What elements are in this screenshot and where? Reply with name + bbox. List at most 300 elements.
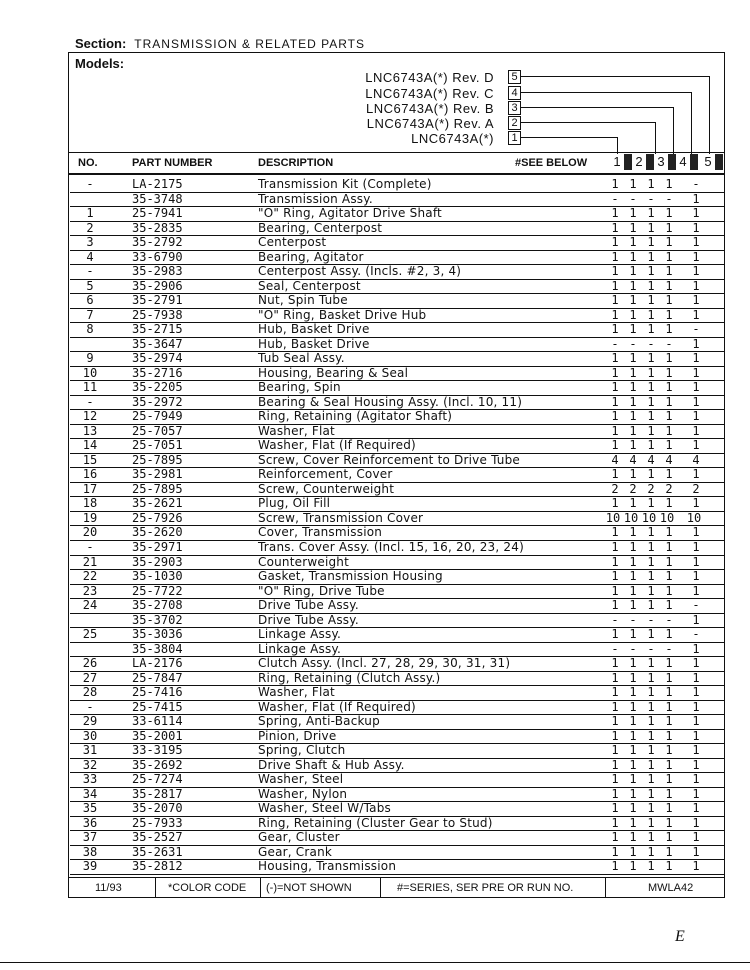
qty-model-4: -	[665, 641, 673, 656]
qty-model-2: 1	[629, 525, 637, 540]
qty-model-3: 1	[647, 844, 655, 859]
item-number: 39	[82, 859, 98, 874]
qty-model-3: 4	[647, 452, 655, 467]
item-number: 17	[82, 481, 98, 496]
connector-2	[521, 122, 655, 123]
part-number: 35-3647	[132, 336, 183, 351]
qty-model-1: 1	[611, 627, 619, 642]
qty-model-4: 1	[665, 627, 673, 642]
item-number: -	[86, 177, 94, 191]
table-row	[70, 395, 724, 411]
table-row	[70, 308, 724, 324]
part-number: 33-3195	[132, 743, 183, 758]
qty-model-2: 1	[629, 394, 637, 409]
part-description: Counterweight	[258, 554, 350, 569]
qty-model-3: 1	[647, 757, 655, 772]
qty-model-4: 1	[665, 569, 673, 584]
part-number: 25-7416	[132, 685, 183, 700]
qty-model-5: 1	[692, 278, 700, 293]
qty-model-5: 1	[692, 859, 700, 874]
part-number: 35-2981	[132, 467, 183, 482]
item-number: 11	[82, 380, 98, 395]
item-number: 6	[86, 293, 94, 308]
model-box-4: 4	[508, 86, 521, 100]
part-number: 35-2974	[132, 351, 183, 366]
qty-model-2: 1	[629, 351, 637, 366]
qty-model-2: 1	[629, 365, 637, 380]
qty-model-1: 1	[611, 598, 619, 613]
table-row	[70, 671, 724, 687]
qty-model-4: 2	[665, 481, 673, 496]
qty-model-5: 1	[692, 409, 700, 424]
item-number: 35	[82, 801, 98, 816]
item-number: 33	[82, 772, 98, 787]
part-number: 35-2070	[132, 801, 183, 816]
qty-model-5: -	[692, 598, 700, 613]
qty-model-5: 1	[692, 743, 700, 758]
part-description: Washer, Steel	[258, 772, 344, 787]
qty-model-3: 1	[647, 801, 655, 816]
item-number: 22	[82, 569, 98, 584]
part-number: 35-2708	[132, 598, 183, 613]
part-number: 35-2835	[132, 220, 183, 235]
qty-model-3: 2	[647, 481, 655, 496]
part-number: 35-2792	[132, 235, 183, 250]
qty-model-3: 10	[641, 510, 657, 525]
header-bottom-rule	[68, 173, 725, 175]
qty-model-1: -	[611, 641, 619, 656]
col-header-5: 5	[704, 154, 712, 169]
qty-model-1: 1	[611, 278, 619, 293]
qty-model-4: 1	[665, 583, 673, 598]
col-separator	[690, 154, 698, 170]
col-separator	[715, 154, 723, 170]
qty-model-3: 1	[647, 583, 655, 598]
qty-model-4: 1	[665, 656, 673, 671]
table-row	[70, 380, 724, 396]
qty-model-4: 1	[665, 685, 673, 700]
table-row	[70, 685, 724, 701]
part-description: Tub Seal Assy.	[258, 351, 345, 366]
qty-model-1: 1	[611, 249, 619, 264]
part-description: Reinforcement, Cover	[258, 467, 393, 482]
section-label: Section:	[75, 36, 127, 51]
qty-model-1: 1	[611, 815, 619, 830]
qty-model-2: 1	[629, 467, 637, 482]
connector-5	[521, 76, 709, 77]
connector-2-drop	[655, 122, 656, 154]
qty-model-3: 1	[647, 656, 655, 671]
part-number: 35-2906	[132, 278, 183, 293]
qty-model-1: 4	[611, 452, 619, 467]
qty-model-1: 1	[611, 525, 619, 540]
part-description: Transmission Kit (Complete)	[258, 177, 432, 191]
qty-model-1: -	[611, 336, 619, 351]
table-row	[70, 438, 724, 454]
qty-model-4: 1	[665, 699, 673, 714]
qty-model-4: 1	[665, 206, 673, 221]
qty-model-1: 1	[611, 351, 619, 366]
qty-model-5: 10	[686, 510, 702, 525]
qty-model-3: 1	[647, 786, 655, 801]
part-number: 25-7941	[132, 206, 183, 221]
qty-model-4: 1	[665, 743, 673, 758]
qty-model-1: 1	[611, 220, 619, 235]
table-row	[70, 192, 724, 208]
qty-model-4: 1	[665, 307, 673, 322]
qty-model-4: 4	[665, 452, 673, 467]
qty-model-3: 1	[647, 598, 655, 613]
table-row	[70, 467, 724, 483]
qty-model-5: 1	[692, 220, 700, 235]
item-number: 1	[86, 206, 94, 221]
table-row	[70, 859, 724, 875]
qty-model-5: 1	[692, 656, 700, 671]
qty-model-3: 1	[647, 307, 655, 322]
qty-model-3: -	[647, 336, 655, 351]
qty-model-2: 1	[629, 656, 637, 671]
qty-model-2: 1	[629, 293, 637, 308]
table-row	[70, 555, 724, 571]
part-number: 35-2716	[132, 365, 183, 380]
qty-model-4: -	[665, 191, 673, 206]
col-separator	[668, 154, 676, 170]
table-row	[70, 758, 724, 774]
qty-model-5: 1	[692, 191, 700, 206]
qty-model-1: 1	[611, 438, 619, 453]
qty-model-1: 1	[611, 394, 619, 409]
part-description: "O" Ring, Basket Drive Hub	[258, 307, 427, 322]
qty-model-5: 1	[692, 757, 700, 772]
qty-model-3: 1	[647, 728, 655, 743]
qty-model-1: 1	[611, 743, 619, 758]
qty-model-5: 1	[692, 380, 700, 395]
qty-model-5: 1	[692, 830, 700, 845]
qty-model-5: 1	[692, 569, 700, 584]
table-row	[70, 787, 724, 803]
table-row	[70, 250, 724, 266]
col-header-2: 2	[635, 154, 643, 169]
qty-model-5: 1	[692, 336, 700, 351]
qty-model-4: 1	[665, 757, 673, 772]
qty-model-1: 1	[611, 714, 619, 729]
col-header-4: 4	[679, 154, 687, 169]
qty-model-2: 1	[629, 627, 637, 642]
item-number: -	[86, 264, 94, 279]
qty-model-1: 1	[611, 496, 619, 511]
table-row	[70, 845, 724, 861]
qty-model-4: 1	[665, 235, 673, 250]
qty-model-3: -	[647, 191, 655, 206]
qty-model-1: 1	[611, 844, 619, 859]
model-name-2: LNC6743A(*) Rev. A	[366, 116, 494, 131]
part-description: Screw, Transmission Cover	[258, 510, 424, 525]
part-description: Drive Shaft & Hub Assy.	[258, 757, 405, 772]
qty-model-4: 1	[665, 438, 673, 453]
item-number: 9	[86, 351, 94, 366]
qty-model-4: 1	[665, 525, 673, 540]
qty-model-5: 1	[692, 423, 700, 438]
table-row	[70, 642, 724, 658]
part-number: 35-2692	[132, 757, 183, 772]
item-number: 34	[82, 786, 98, 801]
qty-model-5: 1	[692, 438, 700, 453]
item-number: 3	[86, 235, 94, 250]
qty-model-3: 1	[647, 177, 655, 191]
part-description: Ring, Retaining (Agitator Shaft)	[258, 409, 453, 424]
item-number: 15	[82, 452, 98, 467]
item-number: 31	[82, 743, 98, 758]
qty-model-4: 1	[665, 220, 673, 235]
footer-series: #=SERIES, SER PRE OR RUN NO.	[397, 882, 574, 894]
part-description: Linkage Assy.	[258, 641, 342, 656]
qty-model-1: 2	[611, 481, 619, 496]
qty-model-5: -	[692, 627, 700, 642]
item-number: 8	[86, 322, 94, 337]
item-number: -	[86, 699, 94, 714]
qty-model-5: 1	[692, 786, 700, 801]
table-row	[70, 279, 724, 295]
qty-model-1: 1	[611, 307, 619, 322]
qty-model-4: 1	[665, 554, 673, 569]
qty-model-2: 1	[629, 380, 637, 395]
qty-model-5: 1	[692, 844, 700, 859]
qty-model-3: 1	[647, 278, 655, 293]
table-row	[70, 366, 724, 382]
connector-3-drop	[673, 107, 674, 154]
qty-model-5: 1	[692, 365, 700, 380]
table-row	[70, 830, 724, 846]
table-row	[70, 496, 724, 512]
qty-model-4: 10	[659, 510, 675, 525]
model-name-1: LNC6743A(*)	[411, 131, 494, 146]
qty-model-1: 1	[611, 656, 619, 671]
qty-model-4: 1	[665, 467, 673, 482]
part-number: 25-7895	[132, 452, 183, 467]
item-number: 25	[82, 627, 98, 642]
part-number: 35-2631	[132, 844, 183, 859]
col-header-see-below: #SEE BELOW	[515, 157, 588, 169]
qty-model-3: 1	[647, 351, 655, 366]
qty-model-3: 1	[647, 380, 655, 395]
models-label: Models:	[75, 56, 125, 71]
qty-model-3: 1	[647, 859, 655, 874]
part-description: Drive Tube Assy.	[258, 598, 359, 613]
qty-model-4: 1	[665, 844, 673, 859]
part-number: 35-3804	[132, 641, 183, 656]
table-row	[70, 816, 724, 832]
item-number: 7	[86, 307, 94, 322]
qty-model-2: 4	[629, 452, 637, 467]
part-description: Seal, Centerpost	[258, 278, 361, 293]
part-description: Centerpost Assy. (Incls. #2, 3, 4)	[258, 264, 462, 279]
qty-model-1: 1	[611, 423, 619, 438]
part-description: Spring, Anti-Backup	[258, 714, 380, 729]
qty-model-3: 1	[647, 743, 655, 758]
part-number: 25-7847	[132, 670, 183, 685]
qty-model-3: 1	[647, 540, 655, 554]
qty-model-5: -	[692, 177, 700, 191]
part-number: 25-7722	[132, 583, 183, 598]
table-row	[70, 206, 724, 222]
footer-date: 11/93	[95, 882, 122, 894]
qty-model-4: 1	[665, 728, 673, 743]
footer-divider	[260, 877, 261, 897]
qty-model-2: 1	[629, 699, 637, 714]
part-description: Centerpost	[258, 235, 327, 250]
qty-model-1: 1	[611, 685, 619, 700]
table-row	[70, 729, 724, 745]
part-number: 33-6114	[132, 714, 183, 729]
item-number: 23	[82, 583, 98, 598]
qty-model-5: 1	[692, 714, 700, 729]
part-number: 25-7415	[132, 699, 183, 714]
table-row	[70, 801, 724, 817]
qty-model-1: 1	[611, 467, 619, 482]
handwritten-mark: E	[675, 928, 685, 945]
qty-model-3: 1	[647, 220, 655, 235]
qty-model-4: 1	[665, 859, 673, 874]
qty-model-2: 1	[629, 714, 637, 729]
qty-model-3: 1	[647, 206, 655, 221]
item-number: 29	[82, 714, 98, 729]
qty-model-4: 1	[665, 351, 673, 366]
qty-model-3: 1	[647, 830, 655, 845]
item-number: 4	[86, 249, 94, 264]
model-name-5: LNC6743A(*) Rev. D	[365, 70, 494, 85]
qty-model-5: 1	[692, 540, 700, 554]
qty-model-5: 1	[692, 801, 700, 816]
part-description: Drive Tube Assy.	[258, 612, 359, 627]
qty-model-2: 1	[629, 772, 637, 787]
model-box-5: 5	[508, 70, 521, 84]
qty-model-1: 1	[611, 757, 619, 772]
qty-model-1: 1	[611, 554, 619, 569]
part-number: 35-3702	[132, 612, 183, 627]
part-description: Bearing, Centerpost	[258, 220, 383, 235]
qty-model-3: 1	[647, 525, 655, 540]
part-number: 35-2001	[132, 728, 183, 743]
col-header-no: NO.	[78, 157, 98, 169]
item-number: 20	[82, 525, 98, 540]
connector-4-drop	[691, 92, 692, 154]
table-row	[70, 177, 724, 193]
qty-model-3: 1	[647, 293, 655, 308]
qty-model-2: -	[629, 641, 637, 656]
part-number: 35-3748	[132, 191, 183, 206]
item-number: -	[86, 394, 94, 409]
item-number: 12	[82, 409, 98, 424]
item-number: 10	[82, 365, 98, 380]
qty-model-2: 1	[629, 249, 637, 264]
table-row	[70, 656, 724, 672]
qty-model-1: 1	[611, 569, 619, 584]
part-number: 35-2972	[132, 394, 183, 409]
table-row	[70, 540, 724, 556]
qty-model-4: 1	[665, 293, 673, 308]
table-row	[70, 525, 724, 541]
connector-3	[521, 107, 673, 108]
qty-model-1: 1	[611, 583, 619, 598]
qty-model-5: 1	[692, 496, 700, 511]
table-row	[70, 337, 724, 353]
qty-model-2: 1	[629, 583, 637, 598]
model-box-1: 1	[508, 131, 521, 145]
qty-model-5: 1	[692, 728, 700, 743]
part-description: Screw, Cover Reinforcement to Drive Tube	[258, 452, 520, 467]
qty-model-1: -	[611, 612, 619, 627]
qty-model-1: 1	[611, 859, 619, 874]
col-header-3: 3	[657, 154, 665, 169]
table-row	[70, 511, 724, 527]
qty-model-2: 1	[629, 786, 637, 801]
part-description: Washer, Flat	[258, 685, 335, 700]
item-number: -	[86, 540, 94, 554]
part-number: 25-7926	[132, 510, 183, 525]
part-description: Washer, Flat (If Required)	[258, 699, 416, 714]
qty-model-4: 1	[665, 496, 673, 511]
qty-model-1: 1	[611, 728, 619, 743]
qty-model-5: 1	[692, 264, 700, 279]
qty-model-2: 1	[629, 685, 637, 700]
qty-model-1: 1	[611, 264, 619, 279]
qty-model-1: 10	[605, 510, 621, 525]
part-description: Washer, Flat	[258, 423, 335, 438]
item-number: 13	[82, 423, 98, 438]
qty-model-5: 1	[692, 699, 700, 714]
qty-model-1: 1	[611, 699, 619, 714]
qty-model-2: 1	[629, 235, 637, 250]
qty-model-5: 1	[692, 307, 700, 322]
qty-model-4: 1	[665, 249, 673, 264]
qty-model-4: -	[665, 612, 673, 627]
footer-not-shown: (-)=NOT SHOWN	[266, 882, 352, 894]
part-number: 35-2812	[132, 859, 183, 874]
table-row	[70, 293, 724, 309]
qty-model-5: 1	[692, 235, 700, 250]
qty-model-2: 1	[629, 830, 637, 845]
qty-model-4: 1	[665, 786, 673, 801]
part-description: Gasket, Transmission Housing	[258, 569, 443, 584]
qty-model-4: 1	[665, 801, 673, 816]
qty-model-3: 1	[647, 699, 655, 714]
part-number: 35-2791	[132, 293, 183, 308]
qty-model-2: -	[629, 612, 637, 627]
qty-model-2: 1	[629, 844, 637, 859]
part-number: 25-7949	[132, 409, 183, 424]
part-description: Screw, Counterweight	[258, 481, 395, 496]
qty-model-5: 1	[692, 612, 700, 627]
part-number: 35-2983	[132, 264, 183, 279]
qty-model-3: 1	[647, 264, 655, 279]
qty-model-2: 1	[629, 264, 637, 279]
part-number: 33-6790	[132, 249, 183, 264]
qty-model-2: 1	[629, 757, 637, 772]
section-title: TRANSMISSION & RELATED PARTS	[134, 37, 366, 51]
qty-model-4: 1	[665, 815, 673, 830]
item-number: 18	[82, 496, 98, 511]
qty-model-2: -	[629, 191, 637, 206]
qty-model-3: -	[647, 641, 655, 656]
col-header-description: DESCRIPTION	[258, 157, 334, 169]
qty-model-1: 1	[611, 206, 619, 221]
part-number: 35-2205	[132, 380, 183, 395]
part-description: Housing, Transmission	[258, 859, 397, 874]
qty-model-5: 1	[692, 525, 700, 540]
qty-model-3: 1	[647, 772, 655, 787]
page-bottom-rule	[0, 962, 750, 963]
table-row	[70, 424, 724, 440]
